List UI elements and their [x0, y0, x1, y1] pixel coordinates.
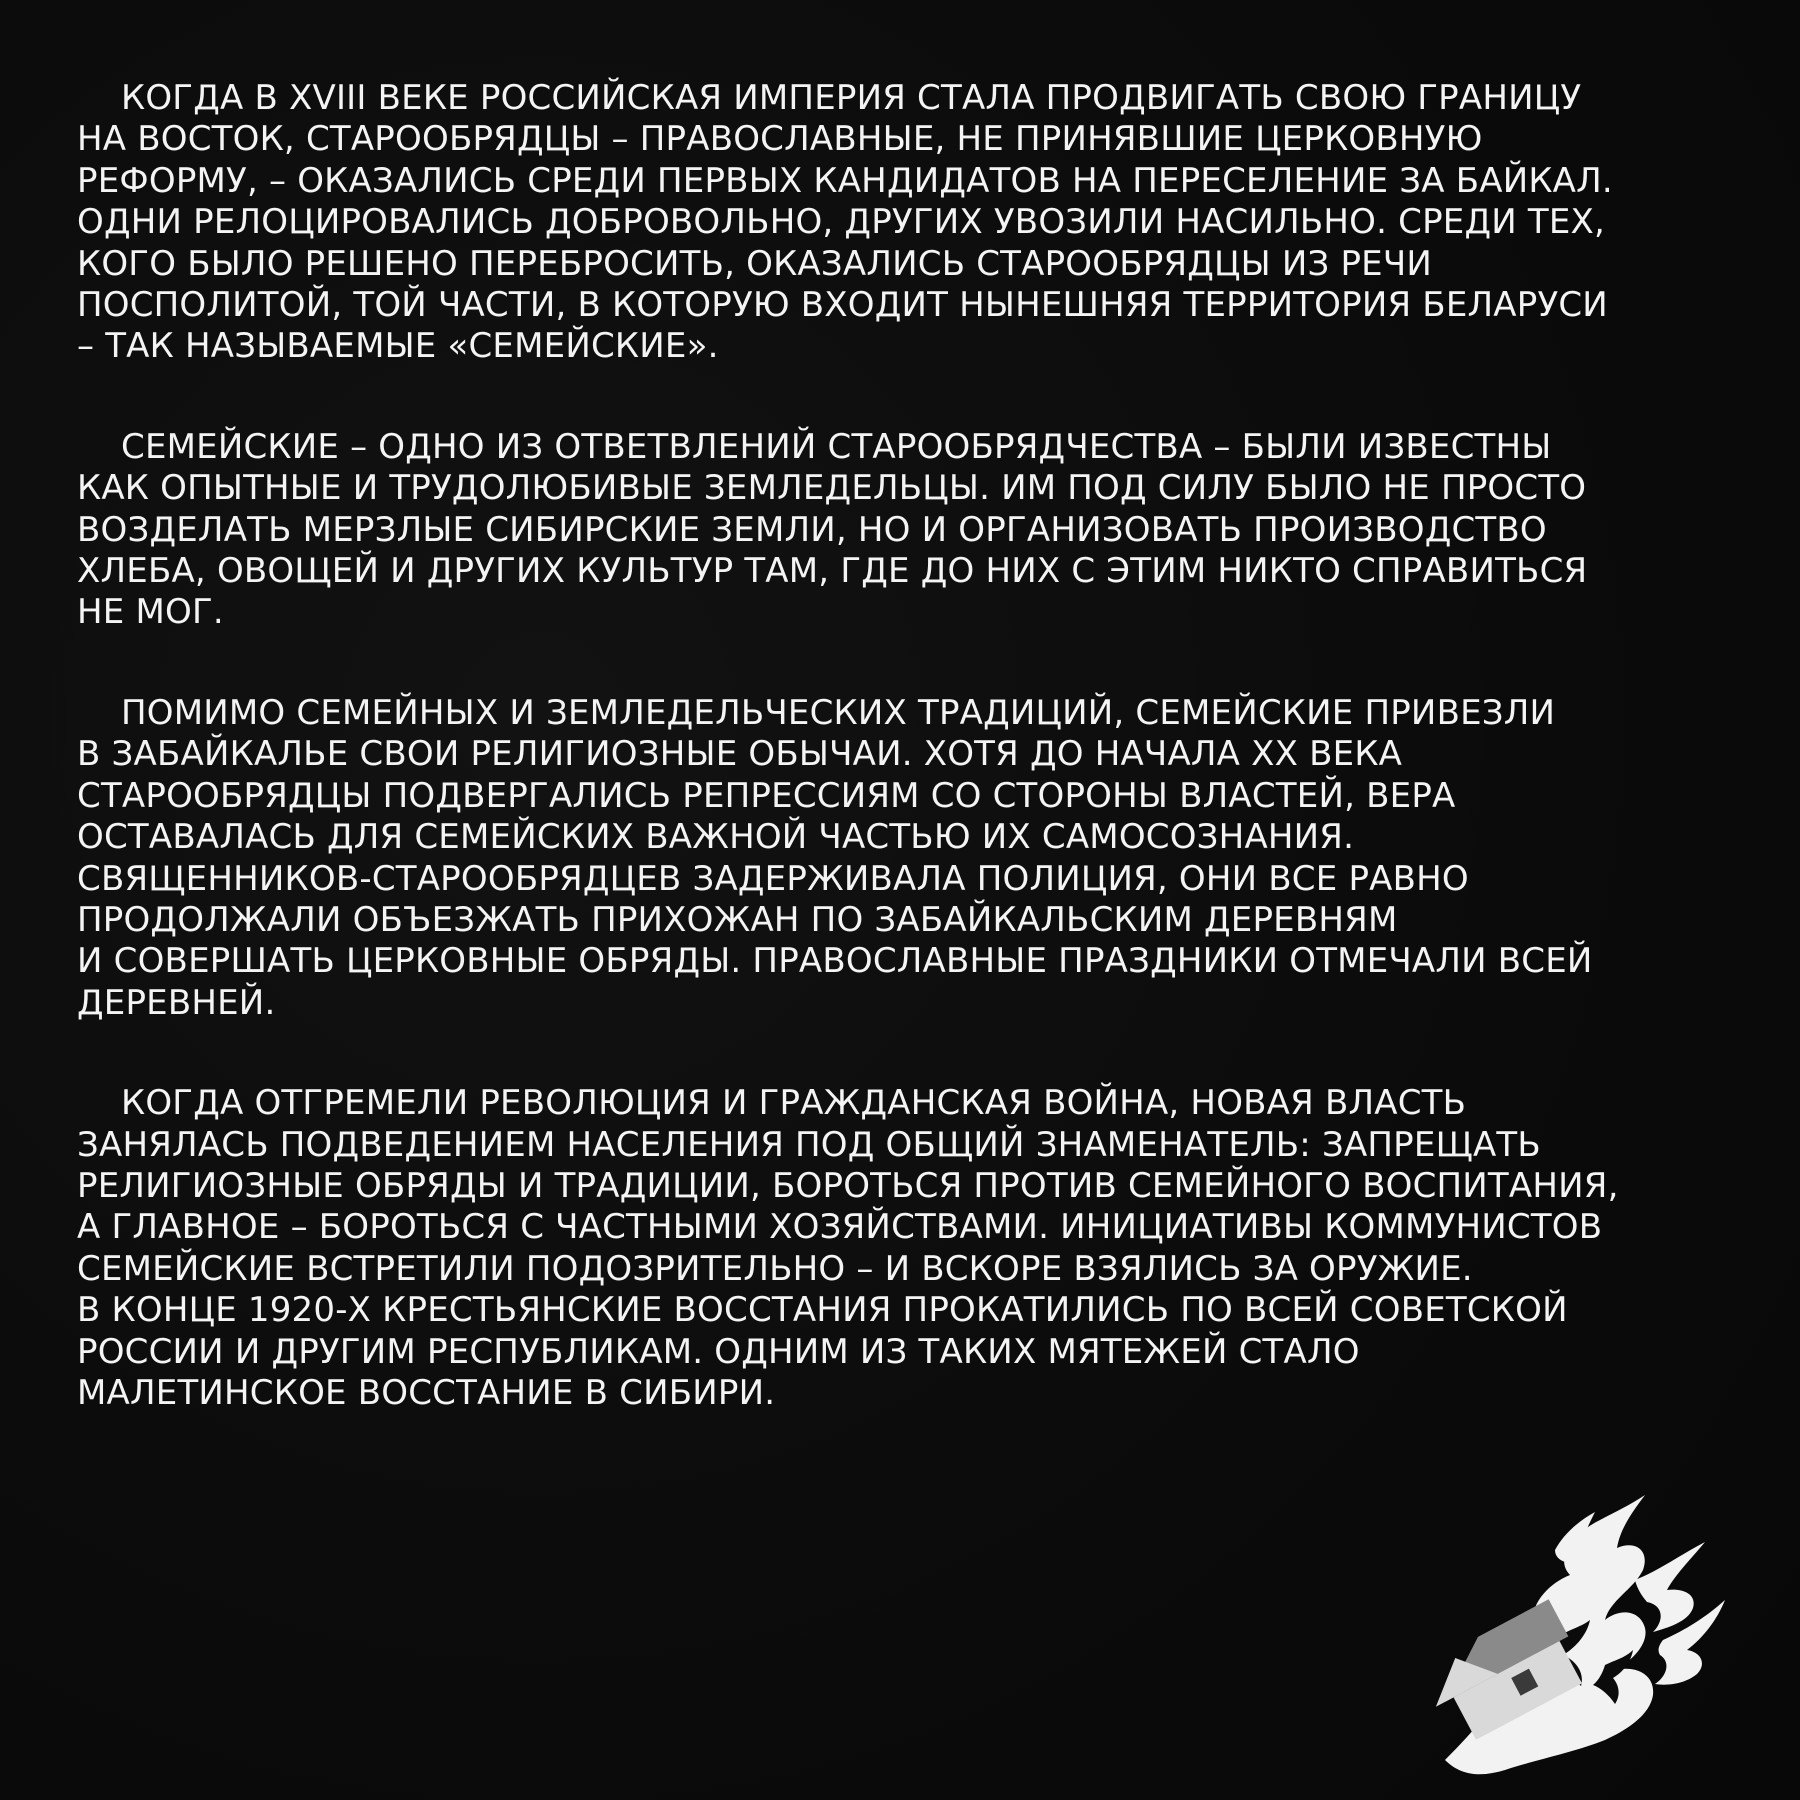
text-line: – ТАК НАЗЫВАЕМЫЕ «СЕМЕЙСКИЕ».	[77, 326, 719, 367]
text-line: В КОНЦЕ 1920-Х КРЕСТЬЯНСКИЕ ВОССТАНИЯ ПРОКАТИЛИСЬ ПО ВСЕЙ СОВЕТСКОЙ	[77, 1290, 1568, 1331]
text-line: В ЗАБАЙКАЛЬЕ СВОИ РЕЛИГИОЗНЫЕ ОБЫЧАИ. ХОТЯ ДО НАЧАЛА ХХ ВЕКА	[77, 734, 1403, 775]
text-line: НЕ МОГ.	[77, 592, 224, 633]
text-line: ПОМИМО СЕМЕЙНЫХ И ЗЕМЛЕДЕЛЬЧЕСКИХ ТРАДИЦИЙ, СЕМЕЙСКИЕ ПРИВЕЗЛИ	[121, 692, 1556, 733]
text-line: КОГДА В XVIII ВЕКЕ РОССИЙСКАЯ ИМПЕРИЯ СТАЛА ПРОДВИГАТЬ СВОЮ ГРАНИЦУ	[121, 78, 1582, 118]
text-line: КОГО БЫЛО РЕШЕНО ПЕРЕБРОСИТЬ, ОКАЗАЛИСЬ СТАРООБРЯДЦЫ ИЗ РЕЧИ	[77, 243, 1432, 284]
text-line: СВЯЩЕННИКОВ-СТАРООБРЯДЦЕВ ЗАДЕРЖИВАЛА ПОЛИЦИЯ, ОНИ ВСЕ РАВНО	[77, 858, 1469, 899]
text-line: ОДНИ РЕЛОЦИРОВАЛИСЬ ДОБРОВОЛЬНО, ДРУГИХ УВОЗИЛИ НАСИЛЬНО. СРЕДИ ТЕХ,	[77, 202, 1606, 243]
text-line: ДЕРЕВНЕЙ.	[77, 982, 276, 1023]
burning-house-icon	[1405, 1490, 1740, 1780]
article-text	[77, 78, 1745, 1473]
smoke-wisp	[1635, 1542, 1705, 1632]
text-line: ЗАНЯЛАСЬ ПОДВЕДЕНИЕМ НАСЕЛЕНИЯ ПОД ОБЩИЙ ЗНАМЕНАТЕЛЬ: ЗАПРЕЩАТЬ	[77, 1124, 1541, 1165]
text-line: ВОЗДЕЛАТЬ МЕРЗЛЫЕ СИБИРСКИЕ ЗЕМЛИ, НО И ОРГАНИЗОВАТЬ ПРОИЗВОДСТВО	[77, 509, 1547, 550]
text-line: КАК ОПЫТНЫЕ И ТРУДОЛЮБИВЫЕ ЗЕМЛЕДЕЛЬЦЫ. ИМ ПОД СИЛУ БЫЛО НЕ ПРОСТО	[77, 468, 1587, 509]
paragraph-4	[77, 1083, 1745, 1414]
text-line: РЕФОРМУ, – ОКАЗАЛИСЬ СРЕДИ ПЕРВЫХ КАНДИДАТОВ НА ПЕРЕСЕЛЕНИЕ ЗА БАЙКАЛ.	[77, 160, 1613, 201]
text-line: СЕМЕЙСКИЕ – ОДНО ИЗ ОТВЕТВЛЕНИЙ СТАРООБРЯДЧЕСТВА – БЫЛИ ИЗВЕСТНЫ	[121, 426, 1552, 467]
text-line: СЕМЕЙСКИЕ ВСТРЕТИЛИ ПОДОЗРИТЕЛЬНО – И ВСКОРЕ ВЗЯЛИСЬ ЗА ОРУЖИЕ.	[77, 1248, 1473, 1289]
text-line: РЕЛИГИОЗНЫЕ ОБРЯДЫ И ТРАДИЦИИ, БОРОТЬСЯ ПРОТИВ СЕМЕЙНОГО ВОСПИТАНИЯ,	[77, 1165, 1619, 1206]
text-line: ПОСПОЛИТОЙ, ТОЙ ЧАСТИ, В КОТОРУЮ ВХОДИТ НЫНЕШНЯЯ ТЕРРИТОРИЯ БЕЛАРУСИ	[77, 285, 1608, 326]
paragraph-1	[77, 78, 1745, 368]
text-line: СТАРООБРЯДЦЫ ПОДВЕРГАЛИСЬ РЕПРЕССИЯМ СО СТОРОНЫ ВЛАСТЕЙ, ВЕРА	[77, 775, 1456, 816]
text-line: МАЛЕТИНСКОЕ ВОССТАНИЕ В СИБИРИ.	[77, 1372, 776, 1413]
text-line: ПРОДОЛЖАЛИ ОБЪЕЗЖАТЬ ПРИХОЖАН ПО ЗАБАЙКАЛЬСКИМ ДЕРЕВНЯМ	[77, 899, 1398, 940]
paragraph-2	[77, 427, 1745, 634]
text-line: И СОВЕРШАТЬ ЦЕРКОВНЫЕ ОБРЯДЫ. ПРАВОСЛАВНЫЕ ПРАЗДНИКИ ОТМЕЧАЛИ ВСЕЙ	[77, 941, 1593, 982]
text-line: НА ВОСТОК, СТАРООБРЯДЦЫ – ПРАВОСЛАВНЫЕ, НЕ ПРИНЯВШИЕ ЦЕРКОВНУЮ	[77, 119, 1483, 160]
text-line: ОСТАВАЛАСЬ ДЛЯ СЕМЕЙСКИХ ВАЖНОЙ ЧАСТЬЮ ИХ САМОСОЗНАНИЯ.	[77, 817, 1355, 858]
text-line: А ГЛАВНОЕ – БОРОТЬСЯ С ЧАСТНЫМИ ХОЗЯЙСТВАМИ. ИНИЦИАТИВЫ КОММУНИСТОВ	[77, 1207, 1603, 1248]
paragraph-3	[77, 693, 1745, 1024]
text-line: КОГДА ОТГРЕМЕЛИ РЕВОЛЮЦИЯ И ГРАЖДАНСКАЯ ВОЙНА, НОВАЯ ВЛАСТЬ	[121, 1083, 1467, 1124]
text-line: ХЛЕБА, ОВОЩЕЙ И ДРУГИХ КУЛЬТУР ТАМ, ГДЕ ДО НИХ С ЭТИМ НИКТО СПРАВИТЬСЯ	[77, 551, 1588, 592]
text-line: РОССИИ И ДРУГИМ РЕСПУБЛИКАМ. ОДНИМ ИЗ ТАКИХ МЯТЕЖЕЙ СТАЛО	[77, 1331, 1360, 1372]
